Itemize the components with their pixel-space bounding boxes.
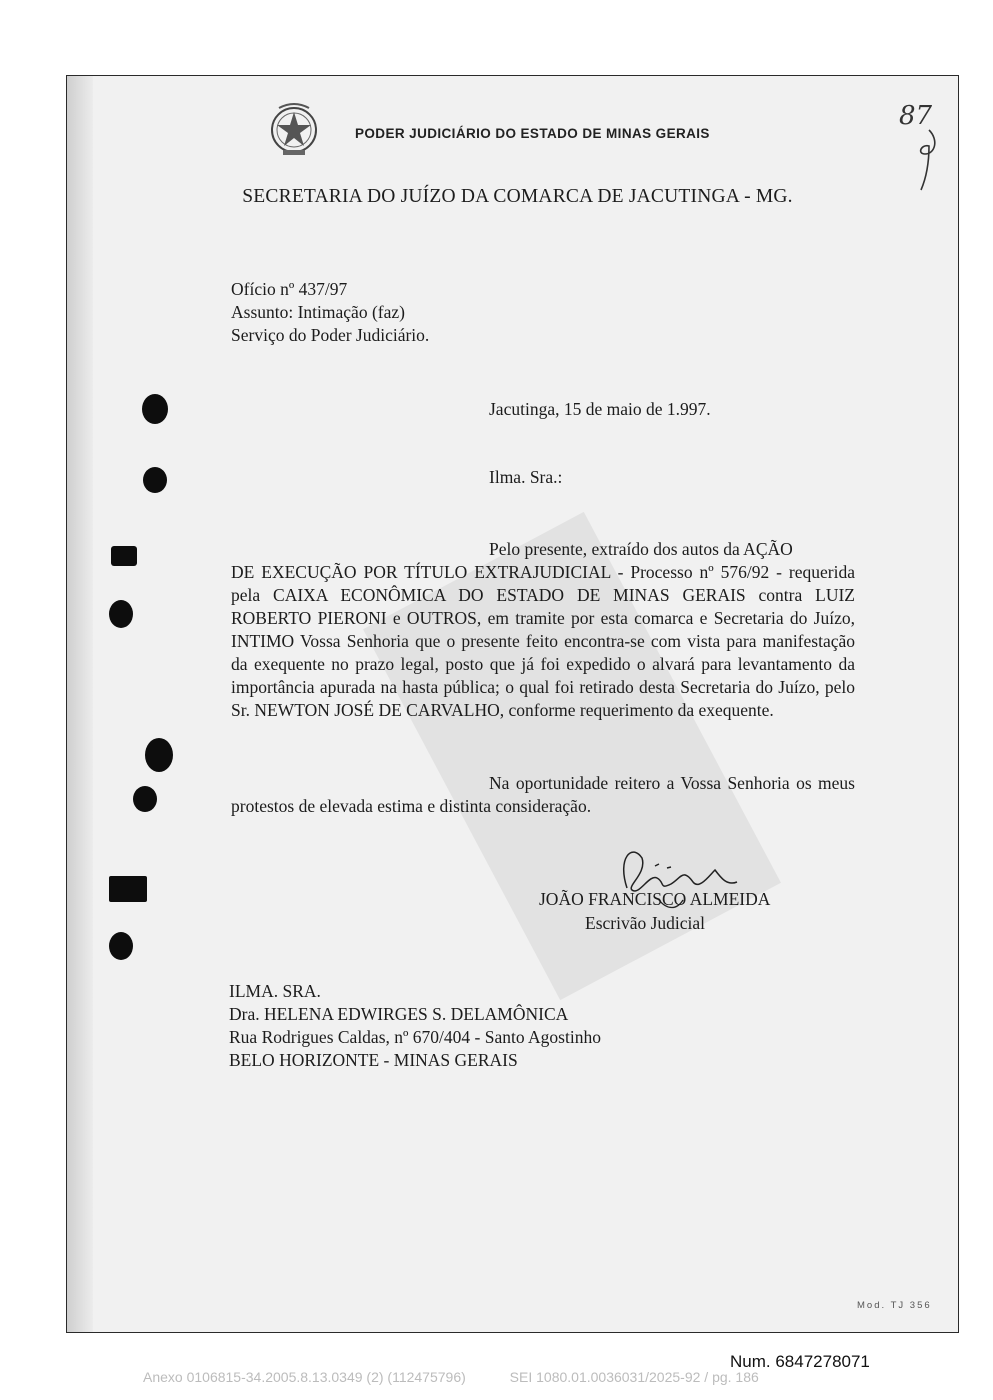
institution-heading: PODER JUDICIÁRIO DO ESTADO DE MINAS GERAIS — [355, 126, 710, 141]
closing-paragraph: Na oportunidade reitero a Vossa Senhoria os meus protestos de elevada estima e distinta consideração. — [231, 773, 855, 816]
addressee-city: BELO HORIZONTE - MINAS GERAIS — [229, 1050, 518, 1070]
handwritten-page-number — [899, 90, 949, 200]
greeting: Ilma. Sra.: — [489, 467, 563, 487]
body-text: DE EXECUÇÃO POR TÍTULO EXTRAJUDICIAL - Processo nº 576/92 - requerida pela CAIXA ECONÔMICA DO ESTADO DE MINAS GERAIS contra LUIZ ROBERTO PIERONI e OUTROS, em tramite por esta comarca e Secretaria do Juízo, INTIMO Vossa Senhoria que o presente feito encontra-se com vista para manifestação da exequente no prazo legal, posto que já foi expedido o alvará para levantamento da importância apurada na hasta pública; o qual foi retirado desta Secretaria do Juízo, pelo Sr. NEWTON JOSÉ DE CARVALHO, conforme requerimento da exequente. — [231, 562, 855, 720]
reference-block — [231, 278, 429, 347]
addressee-street: Rua Rodrigues Caldas, nº 670/404 - Santo Agostinho — [229, 1027, 601, 1047]
punch-hole — [145, 738, 173, 772]
service-line: Serviço do Poder Judiciário. — [231, 325, 430, 345]
oficio-number: Ofício nº 437/97 — [231, 279, 348, 299]
signer-role: Escrivão Judicial — [585, 913, 706, 933]
torn-mark — [109, 876, 147, 902]
scanned-letter — [66, 75, 959, 1333]
footer-watermark — [143, 1369, 759, 1385]
minas-gerais-coat-of-arms-icon — [269, 100, 319, 158]
footer-annex: Anexo 0106815-34.2005.8.13.0349 (2) (112475796) — [143, 1369, 466, 1385]
punch-hole — [109, 932, 133, 960]
addressee-name: Dra. HELENA EDWIRGES S. DELAMÔNICA — [229, 1004, 569, 1024]
punch-hole — [109, 600, 133, 628]
date-line: Jacutinga, 15 de maio de 1.997. — [489, 399, 711, 419]
subject-line: Assunto: Intimação (faz) — [231, 302, 405, 322]
addressee-salutation: ILMA. SRA. — [229, 981, 321, 1001]
torn-mark — [111, 546, 137, 566]
body-first-line: Pelo presente, extraído dos autos da AÇÃO — [489, 539, 793, 559]
punch-hole — [142, 394, 168, 424]
handwritten-page-number-text: 87 — [899, 101, 933, 131]
punch-hole — [143, 467, 167, 493]
punch-hole — [133, 786, 157, 812]
form-code: Mod. TJ 356 — [857, 1300, 932, 1311]
footer-sei: SEI 1080.01.0036031/2025-92 / pg. 186 — [509, 1369, 759, 1385]
document-number: Num. 6847278071 — [730, 1352, 870, 1371]
secretaria-title: SECRETARIA DO JUÍZO DA COMARCA DE JACUTINGA - MG. — [242, 186, 793, 207]
body-paragraph — [231, 538, 855, 722]
signer-name: JOÃO FRANCISCO ALMEIDA — [539, 889, 771, 909]
addressee-block — [229, 980, 601, 1072]
